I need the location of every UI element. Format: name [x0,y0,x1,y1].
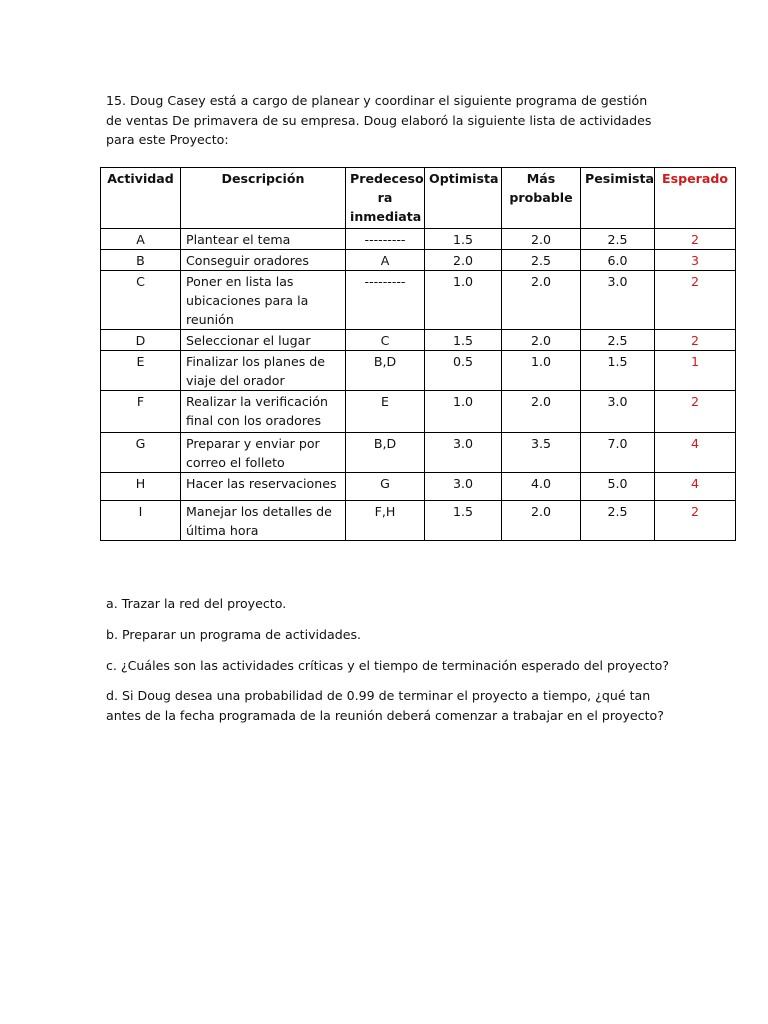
cell-optimista: 2.0 [425,250,502,271]
header-optimista: Optimista [425,168,502,229]
cell-descripcion: Seleccionar el lugar [181,330,346,351]
cell-actividad: C [101,271,181,330]
cell-probable: 2.0 [502,391,581,433]
cell-esperado: 4 [655,473,736,501]
header-mas-probable: Más probable [502,168,581,229]
cell-pesimista: 5.0 [581,473,655,501]
cell-descripcion: Plantear el tema [181,229,346,250]
cell-esperado: 2 [655,271,736,330]
table-row [101,271,736,330]
cell-probable: 4.0 [502,473,581,501]
cell-optimista: 3.0 [425,473,502,501]
table-row [101,433,736,473]
cell-optimista: 1.5 [425,229,502,250]
cell-optimista: 1.5 [425,330,502,351]
cell-actividad: H [101,473,181,501]
cell-probable: 3.5 [502,433,581,473]
header-esperado: Esperado [655,168,736,229]
question-c: c. ¿Cuáles son las actividades críticas y el tiempo de terminación esperado del proyecto? [106,658,670,673]
cell-predecesora: B,D [346,433,425,473]
cell-predecesora: --------- [346,229,425,250]
cell-esperado: 2 [655,330,736,351]
cell-pesimista: 1.5 [581,351,655,391]
cell-predecesora: C [346,330,425,351]
cell-probable: 2.0 [502,501,581,541]
cell-optimista: 3.0 [425,433,502,473]
cell-actividad: G [101,433,181,473]
cell-descripcion: Preparar y enviar por correo el folleto [181,433,346,473]
cell-actividad: B [101,250,181,271]
cell-esperado: 1 [655,351,736,391]
cell-optimista: 0.5 [425,351,502,391]
cell-actividad: F [101,391,181,433]
cell-pesimista: 2.5 [581,229,655,250]
cell-actividad: I [101,501,181,541]
cell-descripcion: Hacer las reservaciones [181,473,346,501]
table-row [101,330,736,351]
cell-predecesora: F,H [346,501,425,541]
cell-optimista: 1.5 [425,501,502,541]
cell-predecesora: G [346,473,425,501]
cell-esperado: 2 [655,391,736,433]
table-row [101,250,736,271]
cell-descripcion: Finalizar los planes de viaje del orador [181,351,346,391]
cell-esperado: 4 [655,433,736,473]
cell-optimista: 1.0 [425,271,502,330]
cell-probable: 2.0 [502,229,581,250]
cell-optimista: 1.0 [425,391,502,433]
table-header-row [101,168,736,229]
cell-pesimista: 7.0 [581,433,655,473]
cell-actividad: A [101,229,181,250]
question-d: d. Si Doug desea una probabilidad de 0.99 de terminar el proyecto a tiempo, ¿qué tan antes de la fecha programada de la reunión deberá comenzar a trabajar en el proyecto? [106,688,664,723]
table-row [101,391,736,433]
cell-descripcion: Conseguir oradores [181,250,346,271]
cell-esperado: 2 [655,501,736,541]
cell-probable: 1.0 [502,351,581,391]
activities-table [100,167,736,541]
cell-probable: 2.5 [502,250,581,271]
cell-predecesora: A [346,250,425,271]
cell-esperado: 2 [655,229,736,250]
cell-actividad: E [101,351,181,391]
table-row [101,229,736,250]
cell-probable: 2.0 [502,271,581,330]
header-actividad: Actividad [101,168,181,229]
cell-pesimista: 2.5 [581,501,655,541]
cell-esperado: 3 [655,250,736,271]
cell-predecesora: E [346,391,425,433]
cell-probable: 2.0 [502,330,581,351]
cell-predecesora: B,D [346,351,425,391]
intro-paragraph: 15. Doug Casey está a cargo de planear y coordinar el siguiente programa de gestión de ventas De primavera de su empresa. Doug elaboró la siguiente lista de actividades para este Proyecto: [106,93,652,147]
header-predecesora: Predeceso ra inmediata [346,168,425,229]
cell-pesimista: 2.5 [581,330,655,351]
table-row [101,501,736,541]
cell-descripcion: Realizar la verificación final con los oradores [181,391,346,433]
cell-descripcion: Manejar los detalles de última hora [181,501,346,541]
cell-descripcion: Poner en lista las ubicaciones para la reunión [181,271,346,330]
question-b: b. Preparar un programa de actividades. [106,627,362,642]
cell-actividad: D [101,330,181,351]
cell-predecesora: --------- [346,271,425,330]
header-descripcion: Descripción [181,168,346,229]
cell-pesimista: 6.0 [581,250,655,271]
table-row [101,351,736,391]
question-a: a. Trazar la red del proyecto. [106,596,287,611]
header-pesimista: Pesimista [581,168,655,229]
cell-pesimista: 3.0 [581,391,655,433]
cell-pesimista: 3.0 [581,271,655,330]
table-row [101,473,736,501]
